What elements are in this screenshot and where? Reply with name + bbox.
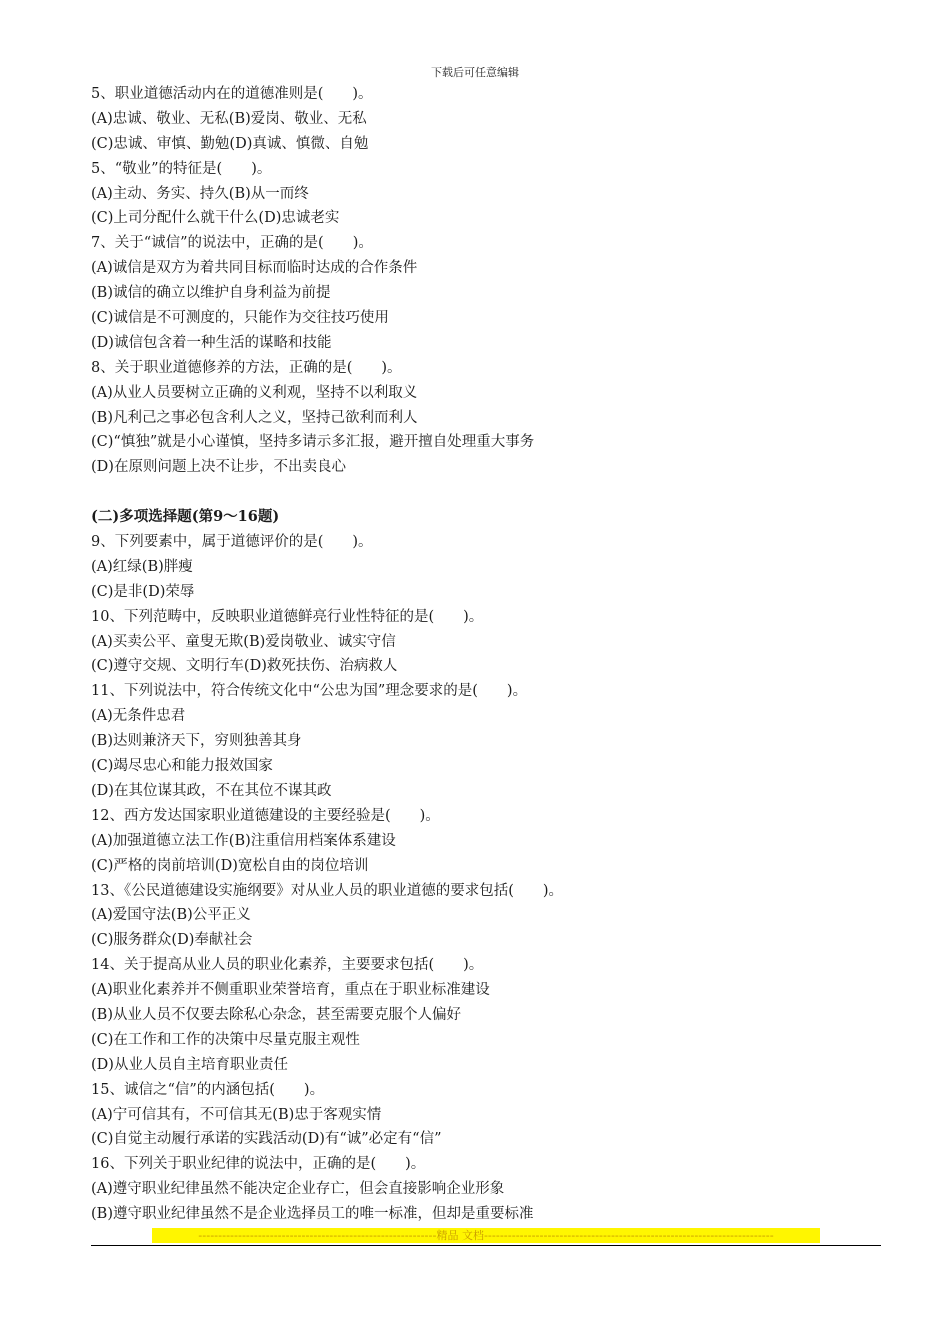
option-line: (A)主动、务实、持久(B)从一而终 [91,185,309,202]
header-note: 下载后可任意编辑 [431,66,519,79]
option-line: (B)凡利己之事必包含利人之义，坚持己欲利而利人 [91,409,418,426]
question-line: 5、职业道德活动内在的道德准则是( )。 [91,86,373,102]
option-line: (C)诚信是不可测度的，只能作为交往技巧使用 [91,310,389,327]
question-line: 7、关于“诚信”的说法中，正确的是( )。 [91,235,373,252]
option-line: (A)从业人员要树立正确的义利观，坚持不以利取义 [91,384,418,401]
section-title: (二)多项选择题(第9～16题) [91,508,280,526]
option-line: (A)宁可信其有，不可信其无(B)忠于客观实情 [91,1106,382,1123]
question-line: 5、“敬业”的特征是( )。 [91,160,272,177]
option-line: (A)遵守职业纪律虽然不能决定企业存亡，但会直接影响企业形象 [91,1181,505,1198]
question-line: 15、诚信之“信”的内涵包括( )。 [91,1081,325,1098]
option-line: (C)“慎独”就是小心谨慎，坚持多请示多汇报，避开擅自处理重大事务 [91,434,535,451]
option-line: (A)诚信是双方为着共同目标而临时达成的合作条件 [91,260,418,277]
spacer [91,480,881,505]
question-line: 10、下列范畴中，反映职业道德鲜亮行业性特征的是( )。 [91,608,484,625]
option-line: (C)服务群众(D)奉献社会 [91,932,253,949]
option-line: (B)从业人员不仅要去除私心杂念，甚至需要克服个人偏好 [91,1006,461,1023]
document-body [91,82,881,1227]
option-line: (D)在原则问题上决不让步，不出卖良心 [91,459,346,476]
option-line: (A)加强道德立法工作(B)注重信用档案体系建设 [91,832,396,849]
question-line: 13、《公民道德建设实施纲要》对从业人员的职业道德的要求包括( )。 [91,882,564,899]
footer-banner: ------------------------------------------------------------精品 文档------------------------------------------------------------------------- [152,1228,820,1243]
option-line: (C)在工作和工作的决策中尽量克服主观性 [91,1031,360,1048]
footer-rule [91,1245,881,1246]
question-line: 11、下列说法中，符合传统文化中“公忠为国”理念要求的是( )。 [91,683,528,700]
option-line: (C)竭尽忠心和能力报效国家 [91,758,273,775]
option-line: (B)遵守职业纪律虽然不是企业选择员工的唯一标准，但却是重要标准 [91,1206,534,1223]
question-line: 12、西方发达国家职业道德建设的主要经验是( )。 [91,807,440,824]
option-line: (C)上司分配什么就干什么(D)忠诚老实 [91,210,340,227]
option-line: (D)从业人员自主培育职业责任 [91,1056,288,1073]
option-line: (A)无条件忠君 [91,708,186,725]
question-line: 8、关于职业道德修养的方法，正确的是( )。 [91,359,402,376]
question-line: 16、下列关于职业纪律的说法中，正确的是( )。 [91,1156,426,1173]
option-line: (B)诚信的确立以维护自身利益为前提 [91,285,331,302]
question-line: 9、下列要素中，属于道德评价的是( )。 [91,534,373,551]
option-line: (C)自觉主动履行承诺的实践活动(D)有“诚”必定有“信” [91,1131,442,1148]
option-line: (A)爱国守法(B)公平正义 [91,907,251,924]
question-line: 14、关于提高从业人员的职业化素养，主要要求包括( )。 [91,957,484,974]
option-line: (C)是非(D)荣辱 [91,583,195,600]
option-line: (A)职业化素养并不侧重职业荣誉培育，重点在于职业标准建设 [91,982,490,999]
option-line: (C)严格的岗前培训(D)宽松自由的岗位培训 [91,857,369,874]
option-line: (C)忠诚、审慎、勤勉(D)真诚、慎微、自勉 [91,135,369,152]
option-line: (A)忠诚、敬业、无私(B)爱岗、敬业、无私 [91,110,367,127]
option-line: (D)在其位谋其政，不在其位不谋其政 [91,782,332,799]
option-line: (B)达则兼济天下，穷则独善其身 [91,733,302,750]
option-line: (D)诚信包含着一种生活的谋略和技能 [91,334,332,351]
option-line: (A)买卖公平、童叟无欺(B)爱岗敬业、诚实守信 [91,633,396,650]
option-line: (C)遵守交规、文明行车(D)救死扶伤、治病救人 [91,658,398,675]
option-line: (A)红绿(B)胖瘦 [91,558,193,575]
